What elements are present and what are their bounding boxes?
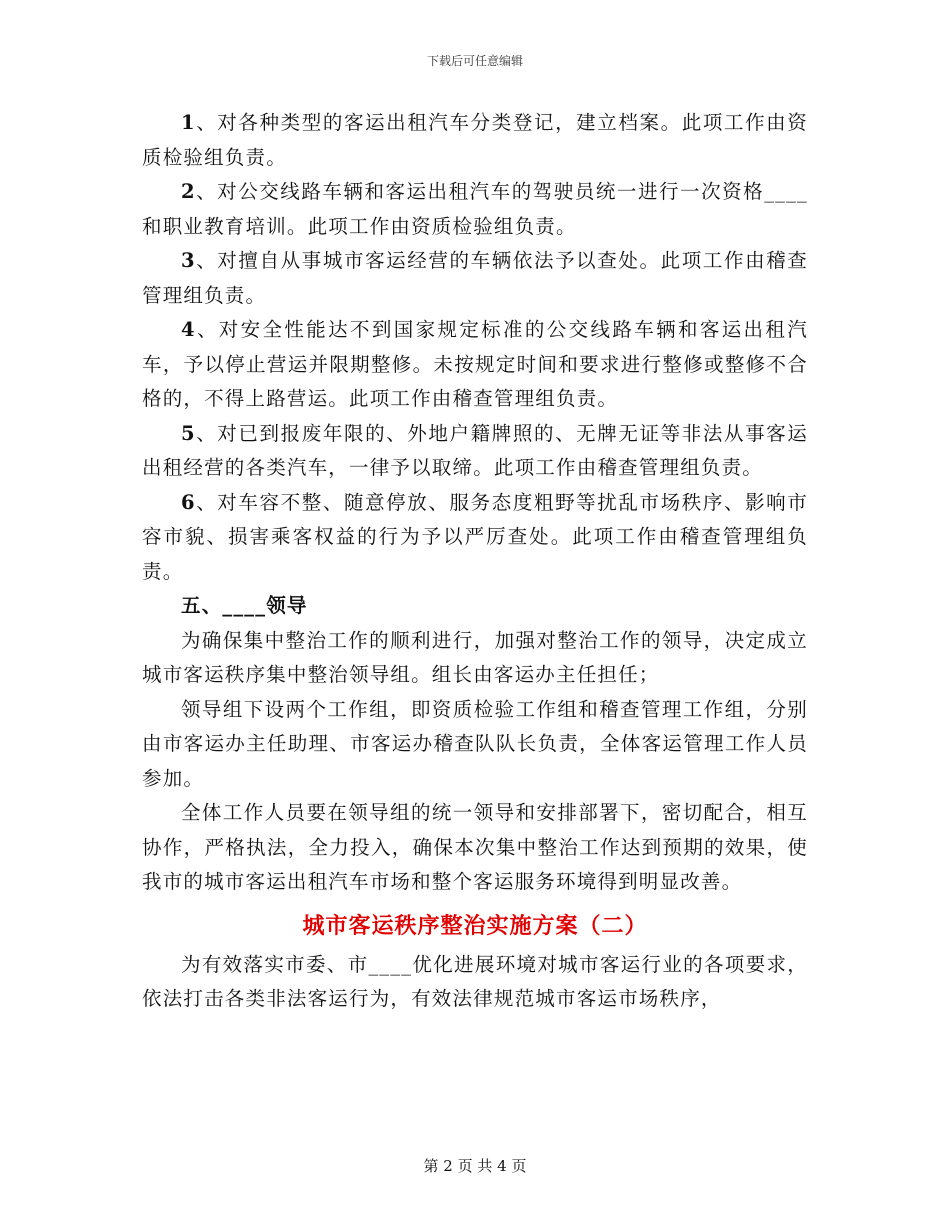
list-item (142, 106, 808, 175)
item-number: 2 (181, 180, 196, 203)
list-item (142, 417, 808, 486)
item-number: 3 (181, 249, 196, 272)
page-footer: 第 2 页 共 4 页 (423, 1157, 527, 1175)
section-heading: 五、____领导 (181, 594, 308, 617)
item-number: 1 (181, 111, 196, 134)
paragraph: 为确保集中整治工作的顺利进行，加强对整治工作的领导，决定成立城市客运秩序集中整治领导组。组长由客运办主任担任； (142, 628, 808, 686)
list-item (142, 486, 808, 590)
item-number: 6 (181, 490, 196, 514)
paragraph: 领导组下设两个工作组，即资质检验工作组和稽查管理工作组，分别由市客运办主任助理、市客运办稽查队队长负责，全体客运管理工作人员参加。 (142, 697, 808, 790)
intro-paragraph: 为有效落实市委、市____优化进展环境对城市客运行业的各项要求，依法打击各类非法客运行为，有效法律规范城市客运市场秩序， (142, 952, 808, 1010)
item-text: 、对擅自从事城市客运经营的车辆依法予以查处。此项工作由稽查管理组负责。 (142, 249, 808, 307)
item-text: 、对安全性能达不到国家规定标准的公交线路车辆和客运出租汽车，予以停止营运并限期整修。未按规定时间和要求进行整修或整修不合格的，不得上路营运。此项工作由稽查管理组负责。 (142, 318, 808, 410)
paragraph: 全体工作人员要在领导组的统一领导和安排部署下，密切配合，相互协作，严格执法，全力投入，确保本次集中整治工作达到预期的效果，使我市的城市客运出租汽车市场和整个客运服务环境得到明显改善。 (142, 801, 808, 893)
item-number: 4 (181, 318, 196, 341)
list-item (142, 244, 808, 313)
item-text: 、对已到报废年限的、外地户籍牌照的、无牌无证等非法从事客运出租经营的各类汽车，一律予以取缔。此项工作由稽查管理组负责。 (142, 421, 808, 479)
item-text: 、对公交线路车辆和客运出租汽车的驾驶员统一进行一次资格____和职业教育培训。此项工作由资质检验组负责。 (142, 180, 808, 238)
item-text: 、对各种类型的客运出租汽车分类登记，建立档案。此项工作由资质检验组负责。 (142, 111, 808, 169)
document-body (142, 106, 808, 1017)
list-item (142, 175, 808, 244)
page-header: 下载后可任意编辑 (426, 54, 523, 68)
document-title: 城市客运秩序整治实施方案（二） (302, 912, 648, 939)
item-text: 、对车容不整、随意停放、服务态度粗野等扰乱市场秩序、影响市容市貌、损害乘客权益的行为予以严厉查处。此项工作由稽查管理组负责。 (142, 490, 808, 583)
item-number: 5 (181, 421, 196, 445)
list-item (142, 313, 808, 417)
